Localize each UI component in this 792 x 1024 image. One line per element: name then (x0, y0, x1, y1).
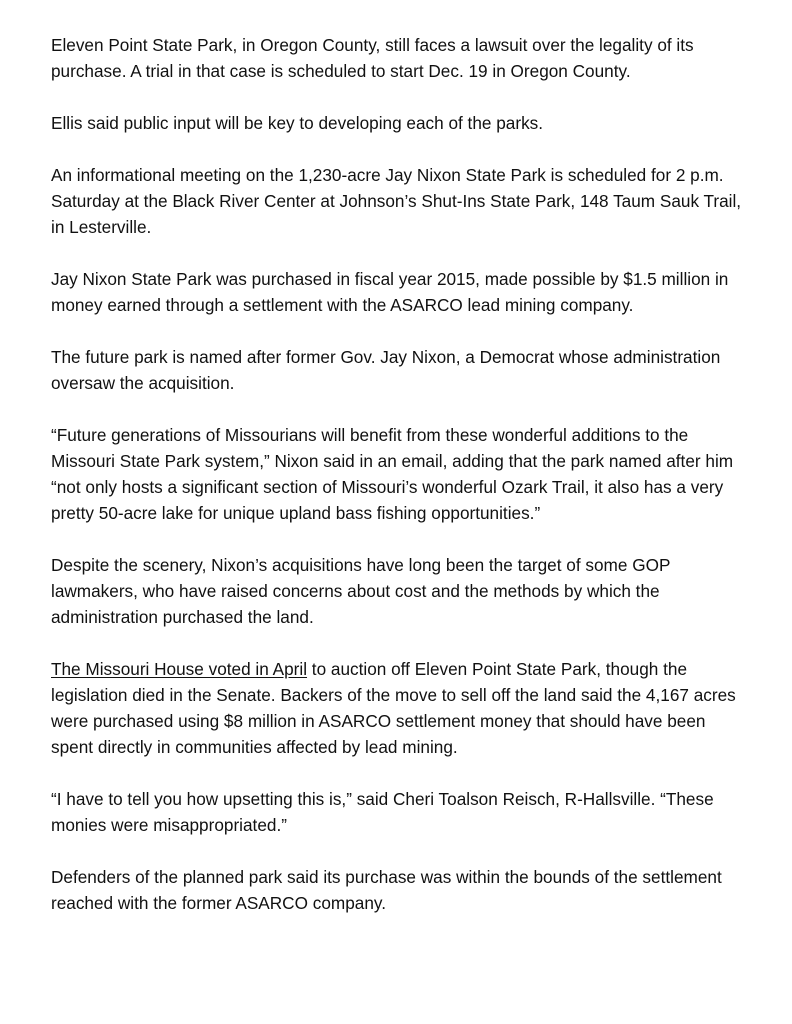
paragraph-reisch-quote: “I have to tell you how upsetting this is,” said Cheri Toalson Reisch, R-Hallsville. “These monies were misappropriated.” (51, 789, 714, 835)
paragraph-park-naming: The future park is named after former Gov. Jay Nixon, a Democrat whose administration oversaw the acquisition. (51, 347, 721, 393)
paragraph-gop-concerns: Despite the scenery, Nixon’s acquisitions have long been the target of some GOP lawmakers, who have raised concerns about cost and the methods by which the administration purchased the land. (51, 555, 671, 627)
paragraph-eleven-point-lawsuit: Eleven Point State Park, in Oregon County, still faces a lawsuit over the legality of its purchase. A trial in that case is scheduled to start Dec. 19 in Oregon County. (51, 35, 694, 81)
paragraph-nixon-quote: “Future generations of Missourians will benefit from these wonderful additions to the Missouri State Park system,” Nixon said in an email, adding that the park named after him “not only hosts a significant section of Missouri’s wonderful Ozark Trail, it also has a very pretty 50-acre lake for unique upland bass fishing opportunities.” (51, 425, 734, 523)
house-vote-link[interactable]: The Missouri House voted in April (51, 659, 308, 679)
house-vote-text: to auction off Eleven Point State Park, though the legislation died in the Senate. Backers of the move to sell off the land said the 4,167 acres were purchased using $8 million in ASARCO settlement money that should have been spent directly in communities affected by lead mining. (51, 659, 736, 757)
article-body (51, 32, 751, 942)
paragraph-public-input: Ellis said public input will be key to developing each of the parks. (51, 113, 544, 133)
paragraph-defenders: Defenders of the planned park said its purchase was within the bounds of the settlement reached with the former ASARCO company. (51, 867, 722, 913)
paragraph-purchase-funding: Jay Nixon State Park was purchased in fiscal year 2015, made possible by $1.5 million in money earned through a settlement with the ASARCO lead mining company. (51, 269, 729, 315)
paragraph-house-vote (51, 656, 751, 760)
paragraph-informational-meeting: An informational meeting on the 1,230-acre Jay Nixon State Park is scheduled for 2 p.m. Saturday at the Black River Center at Johnson’s Shut-Ins State Park, 148 Taum Sauk Trail, in Lesterville. (51, 165, 742, 237)
